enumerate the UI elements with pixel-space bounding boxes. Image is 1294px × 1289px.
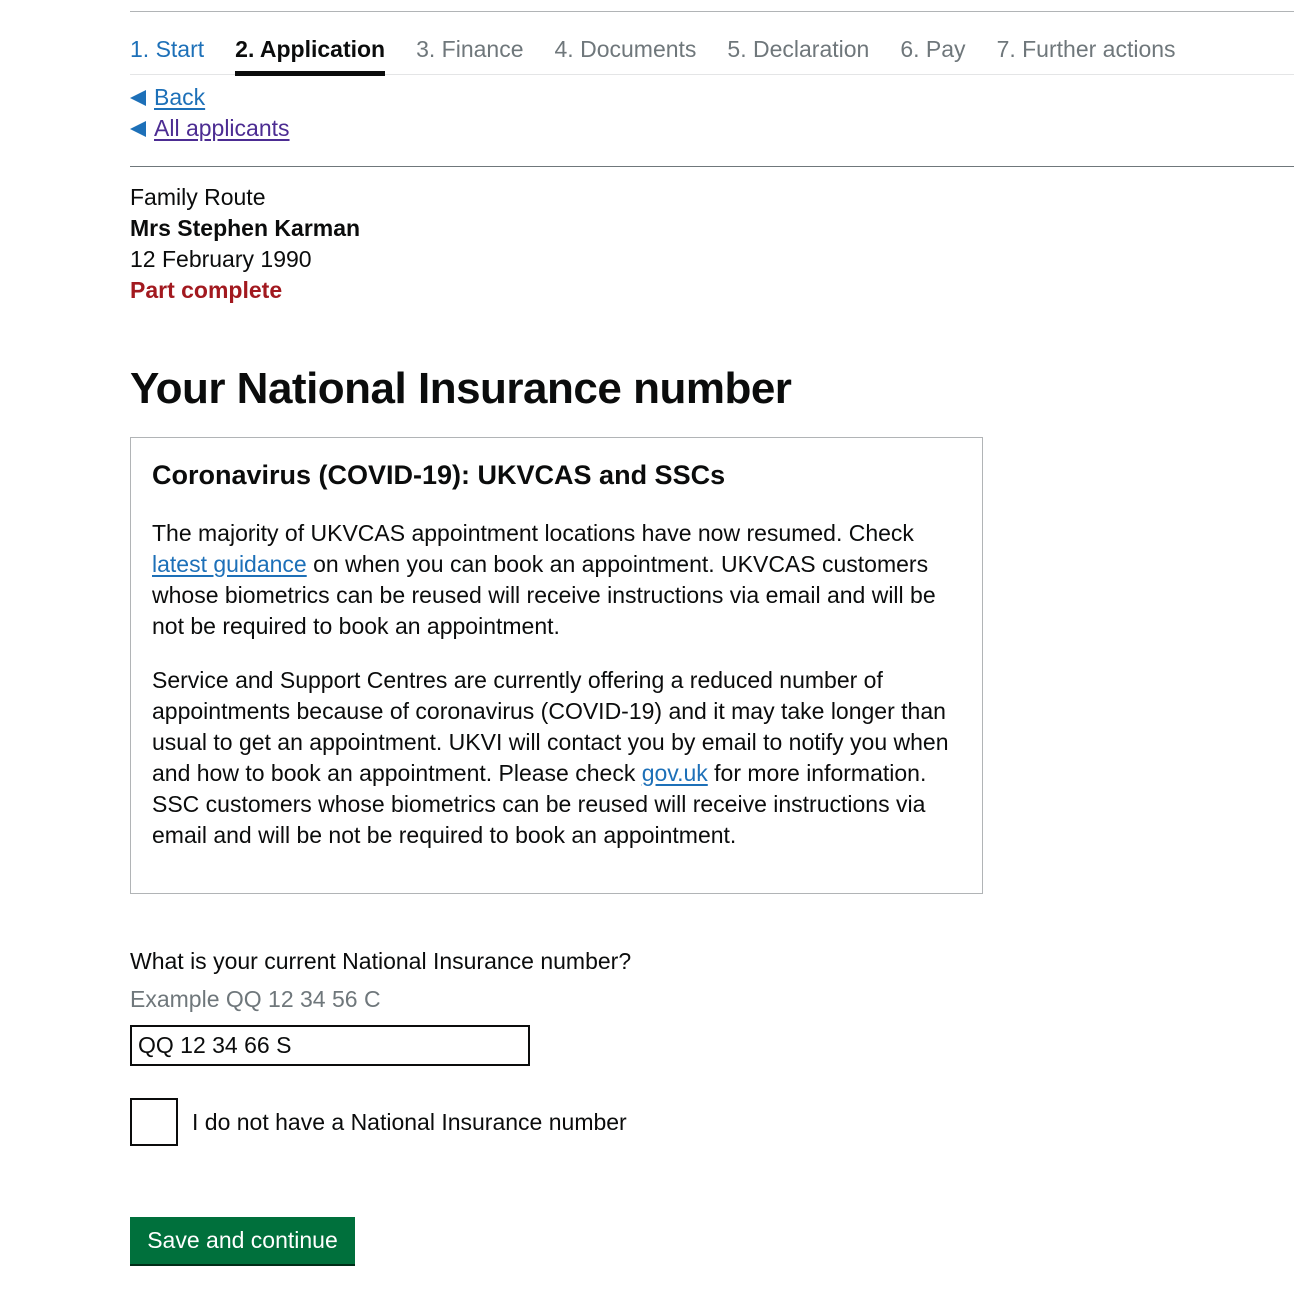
save-and-continue-button[interactable]: Save and continue bbox=[130, 1217, 355, 1264]
step-start[interactable]: 1. Start bbox=[130, 36, 205, 62]
ni-hint: Example QQ 12 34 56 C bbox=[130, 986, 381, 1012]
step-application: 2. Application bbox=[235, 30, 385, 74]
notice-text: Service and Support Centres are currently offering a reduced number of appointments because of coronavirus (COVID-19) and it may take longer than usual to get an appointment. UKVI will contact you by email to notify you when and how to book an appointment. Please check bbox=[152, 667, 949, 786]
all-applicants-link[interactable]: All applicants bbox=[154, 115, 290, 141]
back-links bbox=[130, 82, 290, 144]
notice-text: for more information. SSC customers whose biometrics can be reused will receive instructions via email and will be not be required to book an appointment. bbox=[152, 760, 927, 848]
no-ni-checkbox-row[interactable] bbox=[130, 1098, 627, 1146]
latest-guidance-link[interactable]: latest guidance bbox=[152, 551, 307, 577]
page-title: Your National Insurance number bbox=[130, 364, 792, 413]
ni-question-label: What is your current National Insurance number? bbox=[130, 948, 632, 974]
notice-text: on when you can book an appointment. UKVCAS customers whose biometrics can be reused will receive instructions via email and will be not be required to book an appointment. bbox=[152, 551, 936, 639]
section-divider bbox=[130, 166, 1294, 167]
no-ni-checkbox-label[interactable]: I do not have a National Insurance number bbox=[192, 1108, 627, 1135]
no-ni-checkbox[interactable] bbox=[130, 1098, 178, 1146]
notice-paragraph-ukvcas bbox=[152, 518, 961, 642]
step-finance: 3. Finance bbox=[416, 36, 524, 62]
applicant-dob: 12 February 1990 bbox=[130, 246, 312, 272]
back-arrow-icon bbox=[130, 90, 146, 106]
applicant-route: Family Route bbox=[130, 184, 266, 210]
covid-notice-panel bbox=[130, 437, 983, 894]
notice-text: The majority of UKVCAS appointment locations have now resumed. Check bbox=[152, 520, 914, 546]
step-further-actions: 7. Further actions bbox=[996, 36, 1176, 62]
back-link-row bbox=[130, 82, 290, 113]
applicant-name: Mrs Stephen Karman bbox=[130, 215, 361, 241]
notice-heading: Coronavirus (COVID-19): UKVCAS and SSCs bbox=[152, 460, 726, 490]
status-badge: Part complete bbox=[130, 277, 283, 303]
back-link[interactable]: Back bbox=[154, 84, 206, 110]
all-applicants-link-row bbox=[130, 113, 290, 144]
step-declaration: 5. Declaration bbox=[727, 36, 870, 62]
applicant-summary bbox=[130, 182, 360, 306]
back-arrow-icon bbox=[130, 121, 146, 137]
step-documents: 4. Documents bbox=[554, 36, 697, 62]
ni-number-input[interactable] bbox=[130, 1025, 530, 1066]
gov-uk-link[interactable]: gov.uk bbox=[641, 760, 708, 786]
notice-paragraph-ssc bbox=[152, 665, 961, 851]
step-pay: 6. Pay bbox=[900, 36, 966, 62]
progress-steps bbox=[130, 30, 1294, 75]
top-divider bbox=[130, 11, 1294, 12]
